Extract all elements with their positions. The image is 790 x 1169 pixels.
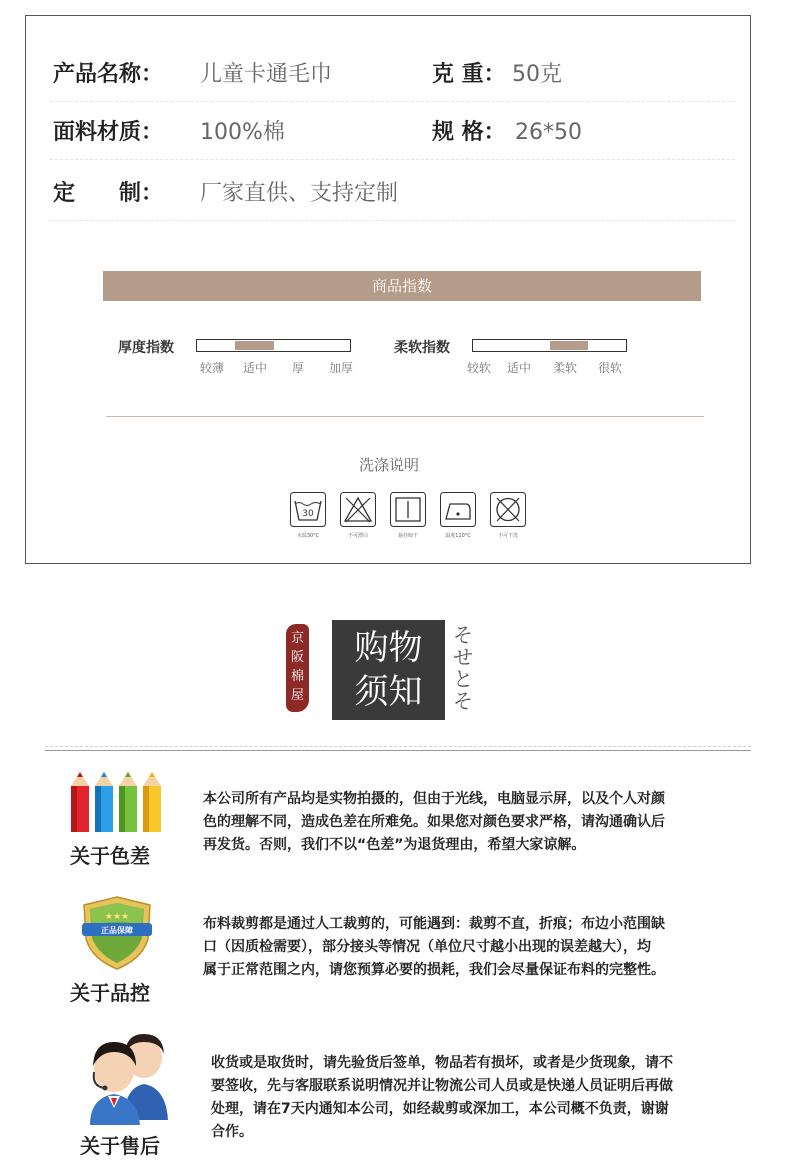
notice-line: 处理，请在7天内通知本公司，如经裁剪或深加工，本公司概不负责，谢谢 [211, 1101, 669, 1117]
no-bleach-icon [340, 492, 376, 532]
notice-line: 口（因质检需要），部分接头等情况（单位尺寸越小出现的误差越大），均 [203, 939, 651, 955]
kana-char: と [453, 667, 473, 691]
thickness-meter-fill [235, 341, 273, 350]
wash-caption: 不可漂白 [347, 533, 368, 539]
notice-line: 合作。 [211, 1124, 253, 1140]
quality-shield-icon [80, 895, 154, 971]
notice-text-color [203, 788, 665, 857]
notice-line: 本公司所有产品均是实物拍摄的，但由于光线，电脑显示屏，以及个人对颜 [203, 791, 665, 807]
spec-value-material: 100%棉 [200, 120, 285, 145]
spec-row-custom [50, 163, 735, 221]
kana-char: そ [453, 623, 473, 647]
notice-text-quality [203, 913, 665, 982]
softness-tick: 很软 [597, 361, 623, 375]
softness-index-label: 柔软指数 [394, 340, 450, 356]
wash-caption: 温度110°C [445, 533, 471, 539]
notice-line: 再发货。否则，我们不以“色差”为退货理由，希望大家谅解。 [203, 837, 586, 853]
spec-label-name: 产品名称： [53, 62, 164, 87]
wash-caption: 悬挂晾干 [397, 533, 418, 539]
spec-label-material: 面料材质： [53, 120, 164, 145]
spec-value-size: 26*50 [515, 120, 582, 145]
thickness-tick: 适中 [242, 361, 268, 375]
pencils-icon [70, 772, 164, 834]
iron-icon [440, 492, 476, 532]
notice-title-quality: 关于品控 [70, 981, 150, 1005]
softness-tick: 适中 [506, 361, 532, 375]
notice-line: 要签收，先与客服联系说明情况并让物流公司人员或是快递人员证明后再做 [211, 1078, 673, 1094]
svg-text:30: 30 [302, 509, 314, 519]
spec-row-name-weight [50, 44, 735, 102]
notice-line: 属于正常范围之内，请您预算必要的损耗，我们会尽量保证布料的完整性。 [203, 962, 665, 978]
customer-service-icon [80, 1028, 174, 1126]
product-index-header: 商品指数 [103, 271, 701, 301]
spec-label-size: 规 格： [432, 120, 506, 145]
notice-title-line: 购物 [354, 628, 423, 668]
wash-caption: 水温30°C [296, 533, 320, 539]
notice-title-after-sales: 关于售后 [80, 1134, 160, 1158]
thickness-tick: 加厚 [328, 361, 354, 375]
notice-text-after-sales [211, 1052, 673, 1144]
softness-meter [472, 339, 627, 352]
thickness-index-label: 厚度指数 [118, 340, 174, 356]
wash-instructions-title: 洗涤说明 [358, 456, 419, 474]
wash-caption: 不可干洗 [497, 533, 518, 539]
thickness-meter [196, 339, 351, 352]
product-spec-panel [25, 15, 751, 564]
spec-value-name: 儿童卡通毛巾 [200, 62, 333, 87]
brand-seal [286, 624, 309, 712]
notice-separator [45, 746, 751, 751]
spec-label-weight: 克 重： [432, 62, 506, 87]
section-divider [106, 416, 704, 417]
spec-value-weight: 50克 [512, 62, 562, 87]
seal-text: 京阪棉屋 [290, 631, 304, 703]
hang-dry-icon [390, 492, 426, 532]
svg-text:★★★: ★★★ [104, 912, 130, 922]
shopping-notice-title [332, 620, 445, 720]
kana-decoration [453, 624, 473, 712]
softness-tick: 较软 [466, 361, 492, 375]
notice-line: 收货或是取货时，请先验货后签单，物品若有损坏，或者是少货现象，请不 [211, 1055, 673, 1071]
kana-char: せ [453, 645, 473, 669]
kana-char: そ [453, 689, 473, 713]
notice-line: 色的理解不同，造成色差在所难免。如果您对颜色要求严格，请沟通确认后 [203, 814, 665, 830]
notice-title-color: 关于色差 [70, 844, 150, 868]
thickness-tick: 厚 [291, 361, 305, 375]
spec-label-custom: 定 制： [53, 181, 164, 206]
spec-value-custom: 厂家直供、支持定制 [200, 181, 399, 206]
no-dry-clean-icon [490, 492, 526, 532]
softness-tick: 柔软 [552, 361, 578, 375]
softness-meter-fill [550, 341, 588, 350]
wash-30-icon [290, 492, 326, 532]
notice-line: 布料裁剪都是通过人工裁剪的，可能遇到：裁剪不直，折痕；布边小范围缺 [203, 916, 665, 932]
spec-row-material-size [50, 102, 735, 160]
notice-title-line: 须知 [354, 672, 423, 712]
thickness-tick: 较薄 [199, 361, 225, 375]
quality-badge-text: 正品保障 [101, 926, 133, 935]
